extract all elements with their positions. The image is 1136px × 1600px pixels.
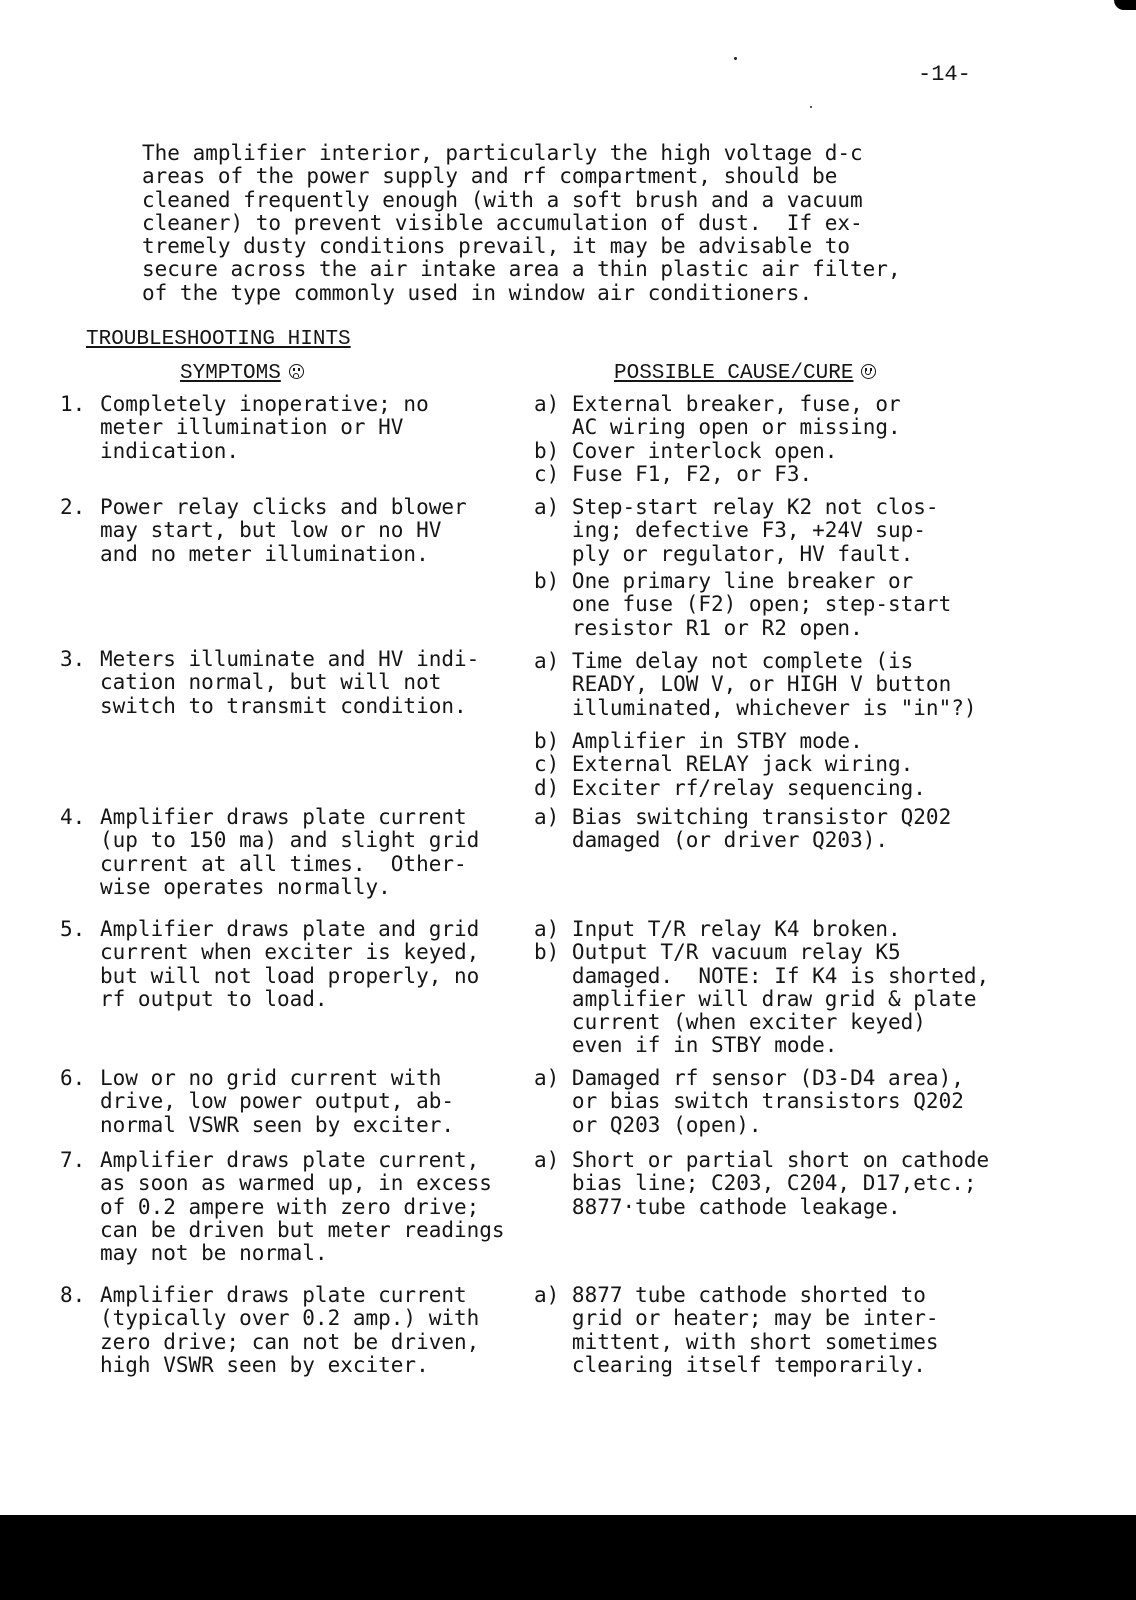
scan-speck bbox=[810, 106, 812, 108]
causes-header bbox=[614, 362, 876, 385]
sad-face-icon bbox=[289, 364, 304, 379]
item-number: 6. bbox=[60, 1066, 86, 1090]
item-number: 2. bbox=[60, 495, 86, 519]
symptom-text: Amplifier draws plate current, as soon as warmed up, in excess of 0.2 ampere with zero drive; can be driven but meter readings may not be normal. bbox=[100, 1148, 505, 1266]
symptom-text: Meters illuminate and HV indi- cation normal, but will not switch to transmit condition. bbox=[100, 647, 480, 718]
cause-text: a) Damaged rf sensor (D3-D4 area), or bias switch transistors Q202 or Q203 (open). bbox=[534, 1066, 964, 1137]
section-heading: TROUBLESHOOTING HINTS bbox=[86, 328, 351, 351]
scan-speck bbox=[734, 57, 737, 60]
cause-text: a) Short or partial short on cathode bias line; C203, C204, D17,etc.; 8877·tube cathode leakage. bbox=[534, 1148, 990, 1219]
item-number: 1. bbox=[60, 392, 86, 416]
scan-edge-mark bbox=[1114, 0, 1136, 10]
item-number: 8. bbox=[60, 1283, 86, 1307]
cause-text: a) Input T/R relay K4 broken. b) Output T/R vacuum relay K5 damaged. NOTE: If K4 is shorted, amplifier will draw grid & plate current (when exciter keyed) even if in STBY mode. bbox=[534, 917, 990, 1058]
symptom-text: Amplifier draws plate and grid current when exciter is keyed, but will not load properly, no rf output to load. bbox=[100, 917, 480, 1011]
symptom-text: Low or no grid current with drive, low power output, ab- normal VSWR seen by exciter. bbox=[100, 1066, 455, 1137]
item-number: 3. bbox=[60, 647, 86, 671]
cause-text: b) Amplifier in STBY mode. c) External RELAY jack wiring. d) Exciter rf/relay sequencing. bbox=[534, 729, 926, 800]
cause-text: a) Bias switching transistor Q202 damaged (or driver Q203). bbox=[534, 805, 952, 853]
cause-text: a) Time delay not complete (is READY, LOW V, or HIGH V button illuminated, whichever is "in"?) bbox=[534, 649, 977, 720]
symptom-text: Completely inoperative; no meter illumination or HV indication. bbox=[100, 392, 429, 463]
item-number: 4. bbox=[60, 805, 86, 829]
cause-text: a) 8877 tube cathode shorted to grid or heater; may be inter- mittent, with short sometimes clearing itself temporarily. bbox=[534, 1283, 939, 1377]
symptoms-header bbox=[180, 362, 304, 385]
symptom-text: Amplifier draws plate current (typically over 0.2 amp.) with zero drive; can not be driven, high VSWR seen by exciter. bbox=[100, 1283, 480, 1377]
item-number: 5. bbox=[60, 917, 86, 941]
page-number: -14- bbox=[918, 62, 971, 87]
smiley-face-icon bbox=[861, 364, 876, 379]
symptoms-header-label: SYMPTOMS bbox=[180, 362, 281, 385]
cause-text: b) One primary line breaker or one fuse (F2) open; step-start resistor R1 or R2 open. bbox=[534, 569, 952, 640]
symptom-text: Power relay clicks and blower may start, but low or no HV and no meter illumination. bbox=[100, 495, 467, 566]
intro-paragraph: The amplifier interior, particularly the high voltage d-c areas of the power supply and rf compartment, should be cleaned frequently enough (with a soft brush and a vacuum cleaner) to prevent visible accumulation of dust. If ex- tremely dusty conditions prevail, it may be advisable to secure across the air intake area a thin plastic air filter, of the type commonly used in window air conditioners. bbox=[142, 141, 901, 305]
cause-text: a) Step-start relay K2 not clos- ing; defective F3, +24V sup- ply or regulator, HV fault. bbox=[534, 495, 939, 566]
causes-header-label: POSSIBLE CAUSE/CURE bbox=[614, 362, 854, 385]
item-number: 7. bbox=[60, 1148, 86, 1172]
symptom-text: Amplifier draws plate current (up to 150 ma) and slight grid current at all times. Other- wise operates normally. bbox=[100, 805, 480, 899]
scan-bottom-border bbox=[0, 1515, 1136, 1600]
cause-text: a) External breaker, fuse, or AC wiring open or missing. b) Cover interlock open. c) Fuse F1, F2, or F3. bbox=[534, 392, 901, 486]
